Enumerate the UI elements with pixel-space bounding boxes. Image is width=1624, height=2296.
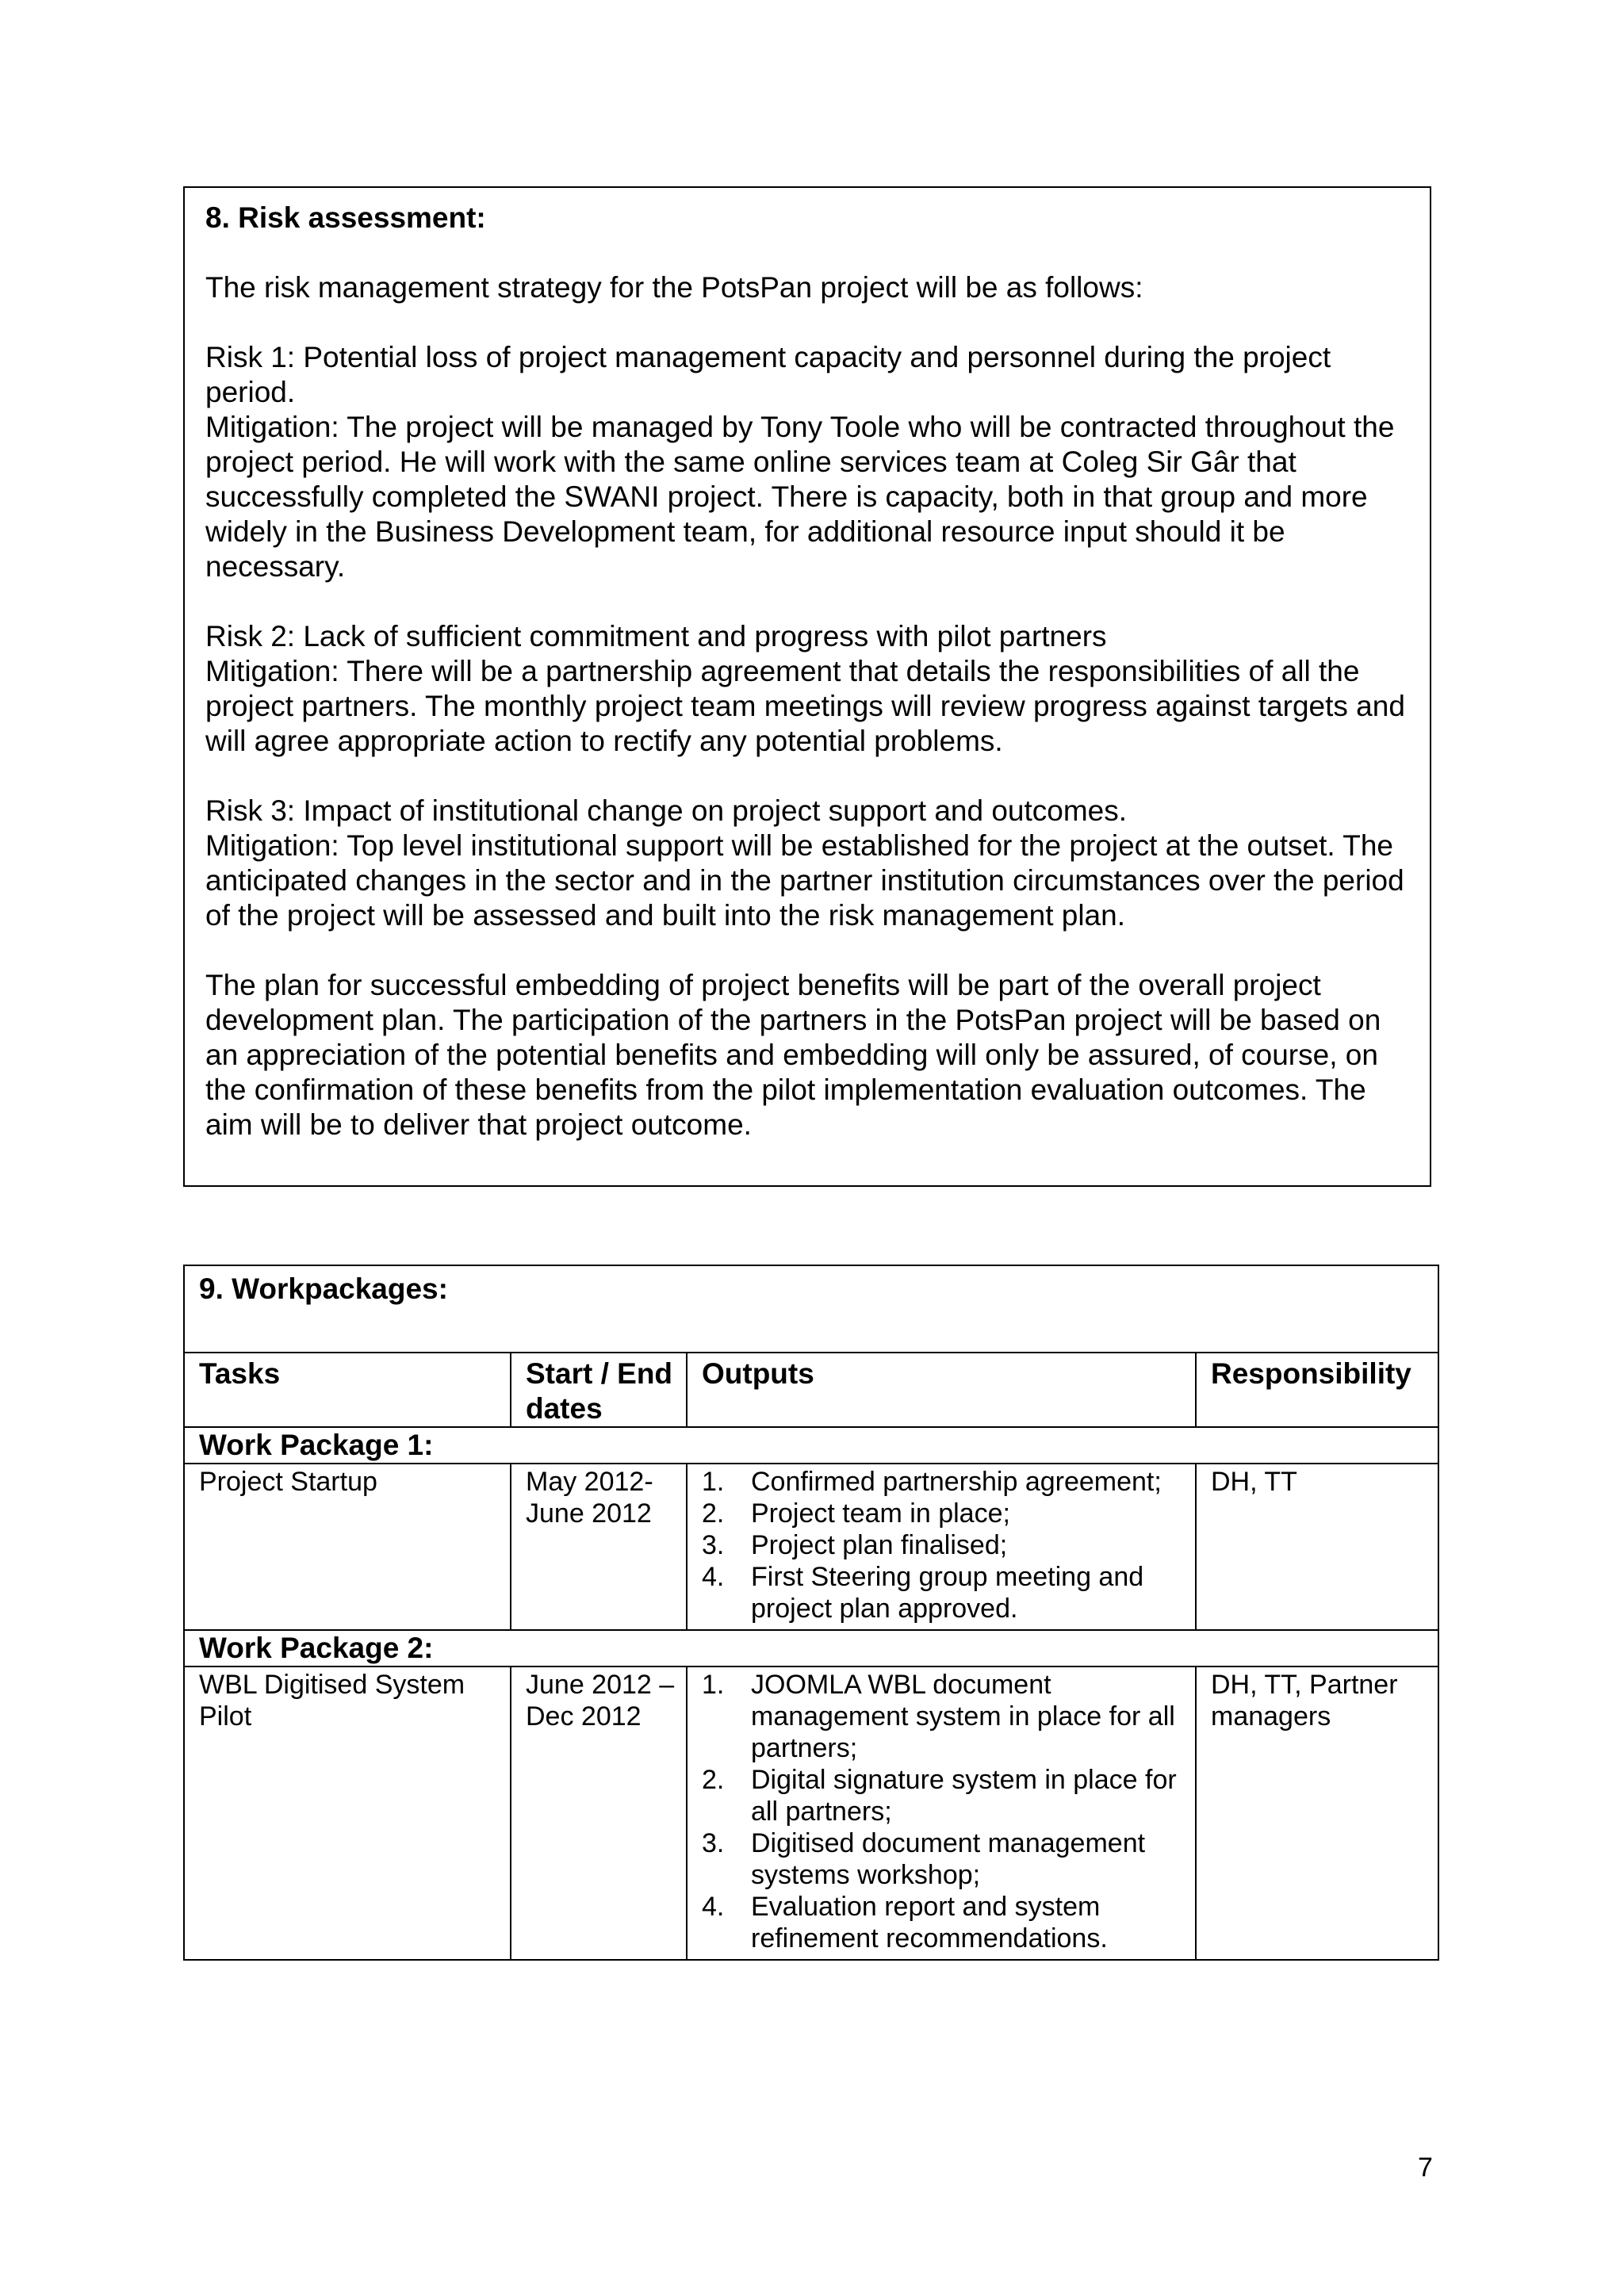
list-item: 4. Evaluation report and system refinement recommendations. [702, 1892, 1108, 1954]
risk-closing-paragraph: The plan for successful embedding of project benefits will be part of the overall project development plan. The participation of the partners in the PotsPan project will be based on an appreciation of the potential benefits and embedding will only be assured, of course, on the confirmation of these benefits from the pilot implementation evaluation outcomes. The aim will be to deliver that project outcome. [205, 969, 1381, 1141]
work-package-1-label: Work Package 1: [184, 1427, 1438, 1464]
wp2-dates: June 2012 – Dec 2012 [511, 1667, 687, 1960]
list-item: 3. Digitised document management systems workshop; [702, 1828, 1146, 1890]
wp2-outputs [687, 1667, 1196, 1960]
list-item: 3. Project plan finalised; [702, 1530, 1008, 1560]
workpackages-table [183, 1265, 1439, 1961]
risk-3-title: Risk 3: Impact of institutional change on project support and outcomes. [205, 794, 1128, 827]
table-header-row [184, 1353, 1438, 1427]
risk-3-mitigation: Mitigation: Top level institutional support will be established for the project at the outset. The anticipated changes in the sector and in the partner institution circumstances over the period of the project will be assessed and built into the risk management plan. [205, 829, 1404, 932]
col-header-responsibility: Responsibility [1196, 1353, 1438, 1427]
table-row [184, 1464, 1438, 1630]
wp1-outputs-list [702, 1466, 1195, 1624]
risk-2-title: Risk 2: Lack of sufficient commitment and progress with pilot partners [205, 620, 1107, 652]
risk-assessment-heading: 8. Risk assessment: [205, 201, 486, 234]
risk-3-block [205, 794, 1409, 933]
wp1-task: Project Startup [184, 1464, 511, 1630]
wp1-outputs [687, 1464, 1196, 1630]
risk-2-mitigation: Mitigation: There will be a partnership agreement that details the responsibilities of all the project partners. The monthly project team meetings will review progress against targets and will agree appropriate action to rectify any potential problems. [205, 655, 1405, 757]
work-package-2-label: Work Package 2: [184, 1630, 1438, 1667]
workpackages-heading: 9. Workpackages: [184, 1265, 1438, 1353]
wp1-responsibility: DH, TT [1196, 1464, 1438, 1630]
list-item: 4. First Steering group meeting and project plan approved. [702, 1562, 1144, 1624]
list-item: 2. Project team in place; [702, 1498, 1010, 1529]
risk-1-mitigation: Mitigation: The project will be managed by Tony Toole who will be contracted throughout the project period. He will work with the same online services team at Coleg Sir Gâr that successfully completed the SWANI project. There is capacity, both in that group and more widely in the Business Development team, for additional resource input should it be necessary. [205, 411, 1395, 583]
wp2-outputs-list [702, 1669, 1195, 1954]
wp2-responsibility: DH, TT, Partner managers [1196, 1667, 1438, 1960]
wp2-task: WBL Digitised System Pilot [184, 1667, 511, 1960]
list-item: 1. JOOMLA WBL document management system in place for all partners; [702, 1670, 1175, 1763]
list-item: 2. Digital signature system in place for all partners; [702, 1765, 1177, 1827]
page-number: 7 [1418, 2152, 1433, 2183]
col-header-outputs: Outputs [687, 1353, 1196, 1427]
risk-assessment-section [183, 186, 1431, 1187]
col-header-tasks: Tasks [184, 1353, 511, 1427]
col-header-dates: Start / End dates [511, 1353, 687, 1427]
table-row [184, 1667, 1438, 1960]
wp1-dates: May 2012- June 2012 [511, 1464, 687, 1630]
list-item: 1. Confirmed partnership agreement; [702, 1467, 1162, 1497]
risk-intro: The risk management strategy for the PotsPan project will be as follows: [205, 271, 1143, 304]
risk-2-block [205, 619, 1409, 759]
risk-1-title: Risk 1: Potential loss of project management capacity and personnel during the project period. [205, 341, 1331, 408]
risk-1-block [205, 340, 1409, 584]
